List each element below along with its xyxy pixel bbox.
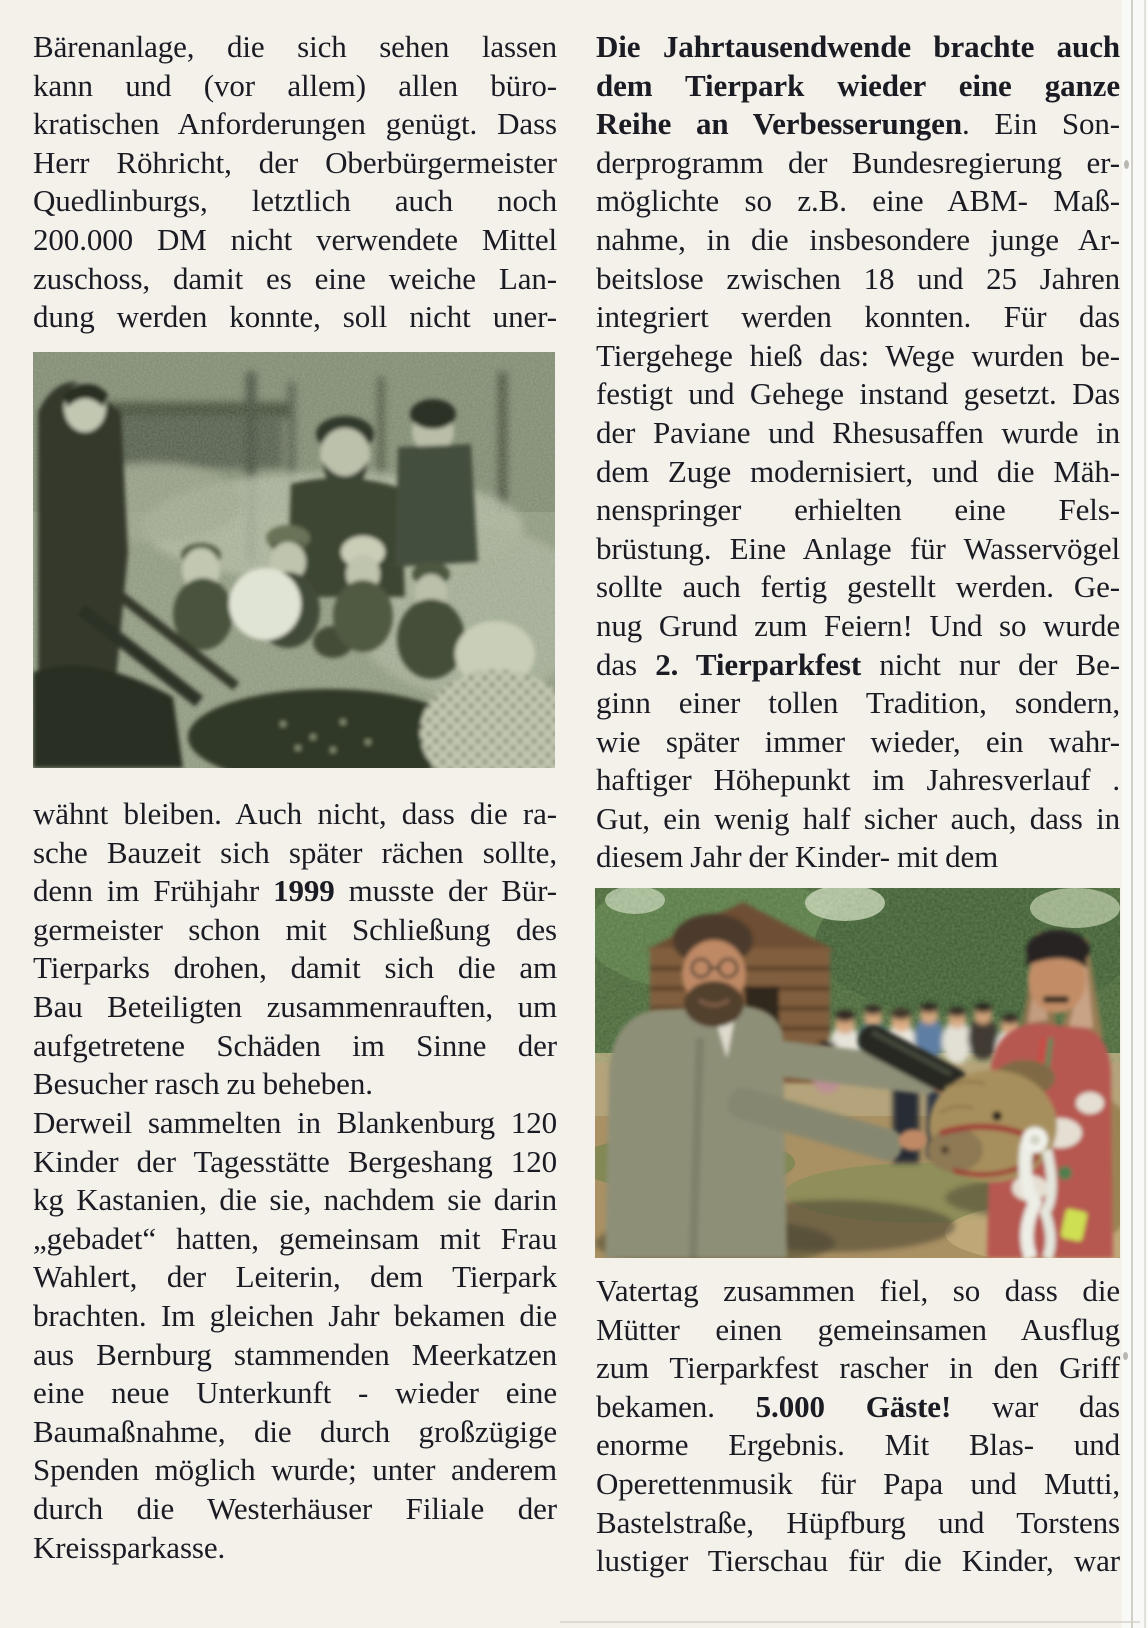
photo-children-chestnut-gathering	[33, 352, 555, 768]
text-line: bekamen. 5.000 Gäste! war das	[596, 1388, 1120, 1424]
text-line: beitslose zwischen 18 und 25 Jahren	[596, 260, 1120, 296]
text-line: brachten. Im gleichen Jahr bekamen die	[33, 1297, 557, 1333]
text-line: das 2. Tierparkfest nicht nur der Be-	[596, 646, 1120, 682]
text-line: brüstung. Eine Anlage für Wasservögel	[596, 530, 1120, 566]
text-line: dung werden konnte, soll nicht uner-	[33, 299, 557, 335]
text-line: lustiger Tierschau für die Kinder, war	[596, 1543, 1120, 1579]
text-line: Kinder der Tagesstätte Bergeshang 120	[33, 1143, 557, 1179]
text-line: denn im Frühjahr 1999 musste der Bür-	[33, 873, 558, 909]
text-line: Mütter einen gemeinsamen Ausflug	[596, 1311, 1120, 1347]
text-line: Operettenmusik für Papa und Mutti,	[596, 1465, 1120, 1501]
text-line: kratischen Anforderungen genügt. Dass	[33, 106, 557, 142]
text-line: Die Jahrtausendwende brachte auch	[596, 29, 1120, 64]
text-line: 200.000 DM nicht verwendete Mittel	[33, 221, 557, 257]
page-edge-line-outer	[1144, 0, 1146, 1628]
left-column-paragraph-1	[33, 28, 557, 337]
text-line: zuschoss, damit es eine weiche Lan-	[33, 260, 557, 296]
text-line: Bau Beteiligten zusammenrauften, um	[33, 988, 557, 1024]
text-line: dem Tierpark wieder eine ganze	[596, 67, 1120, 103]
text-line: zum Tierparkfest rascher in den Griff	[596, 1350, 1120, 1386]
scan-bottom-line	[560, 1621, 1140, 1623]
text-line: haftiger Höhepunkt im Jahresverlauf .	[596, 762, 1120, 798]
text-line: Vatertag zusammen fiel, so dass die	[596, 1273, 1120, 1308]
right-column-paragraph-2	[596, 1272, 1120, 1581]
scan-speck	[1123, 1352, 1128, 1360]
text-line: wähnt bleiben. Auch nicht, dass die ra-	[33, 796, 557, 831]
text-line: Bärenanlage, die sich sehen lassen	[33, 29, 557, 64]
scan-speck	[1124, 160, 1129, 169]
text-line: eine neue Unterkunft - wieder eine	[33, 1375, 557, 1411]
left-column-paragraph-3	[33, 1104, 557, 1567]
text-line: sollte auch fertig gestellt werden. Ge-	[596, 569, 1120, 605]
text-line: Quedlinburgs, letztlich auch noch	[33, 183, 557, 219]
text-line: ginn einer tollen Tradition, sondern,	[596, 685, 1120, 721]
text-line: durch die Westerhäuser Filiale der	[33, 1490, 557, 1526]
text-line: wie später immer wieder, ein wahr-	[596, 723, 1120, 759]
text-line: Baumaßnahme, die durch großzügige	[33, 1413, 557, 1449]
text-line: der Paviane und Rhesusaffen wurde in	[596, 414, 1120, 450]
text-line: Besucher rasch zu beheben.	[33, 1066, 373, 1102]
text-line: Reihe an Verbesserungen. Ein Son-	[596, 106, 1120, 142]
text-line: nenspringer erhielten eine Fels-	[596, 492, 1120, 528]
text-line: „gebadet“ hatten, gemeinsam mit Frau	[33, 1220, 557, 1256]
text-line: nug Grund zum Feiern! Und so wurde	[596, 607, 1120, 643]
text-line: Wahlert, der Leiterin, dem Tierpark	[33, 1259, 557, 1295]
text-line: Herr Röhricht, der Oberbürgermeister	[33, 144, 557, 180]
text-line: Spenden möglich wurde; unter anderem	[33, 1452, 557, 1488]
page-edge-line	[1131, 0, 1133, 1628]
text-line: möglichte so z.B. eine ABM- Maß-	[596, 183, 1120, 219]
text-line: derprogramm der Bundesregierung er-	[596, 144, 1120, 180]
text-line: kg Kastanien, die sie, nachdem sie darin	[33, 1182, 557, 1218]
text-line: diesem Jahr der Kinder- mit dem	[596, 839, 999, 875]
photo-donkey-christening	[595, 888, 1120, 1258]
text-line: festigt und Gehege instand gesetzt. Das	[596, 376, 1120, 412]
text-line: aufgetretene Schäden im Sinne der	[33, 1027, 557, 1063]
text-line: kann und (vor allem) allen büro-	[33, 67, 557, 103]
text-line: germeister schon mit Schließung des	[33, 911, 557, 947]
text-line: Bastelstraße, Hüpfburg und Torstens	[596, 1504, 1120, 1540]
text-line: dem Zuge modernisiert, und die Mäh-	[596, 453, 1120, 489]
text-line: integriert werden konnten. Für das	[596, 299, 1120, 335]
text-line: nahme, in die insbesondere junge Ar-	[596, 221, 1120, 257]
text-line: sche Bauzeit sich später rächen sollte,	[33, 834, 557, 870]
text-line: Kreissparkasse.	[33, 1529, 226, 1565]
text-line: enorme Ergebnis. Mit Blas- und	[596, 1427, 1120, 1463]
left-column-paragraph-2	[33, 795, 557, 1104]
right-column-paragraph-1	[596, 28, 1120, 877]
text-line: Derweil sammelten in Blankenburg 120	[33, 1105, 557, 1140]
text-line: Tiergehege hieß das: Wege wurden be-	[596, 337, 1120, 373]
text-line: aus Bernburg stammenden Meerkatzen	[33, 1336, 557, 1372]
text-line: Gut, ein wenig half sicher auch, dass in	[596, 800, 1120, 836]
text-line: Tierparks drohen, damit sich die am	[33, 950, 557, 986]
